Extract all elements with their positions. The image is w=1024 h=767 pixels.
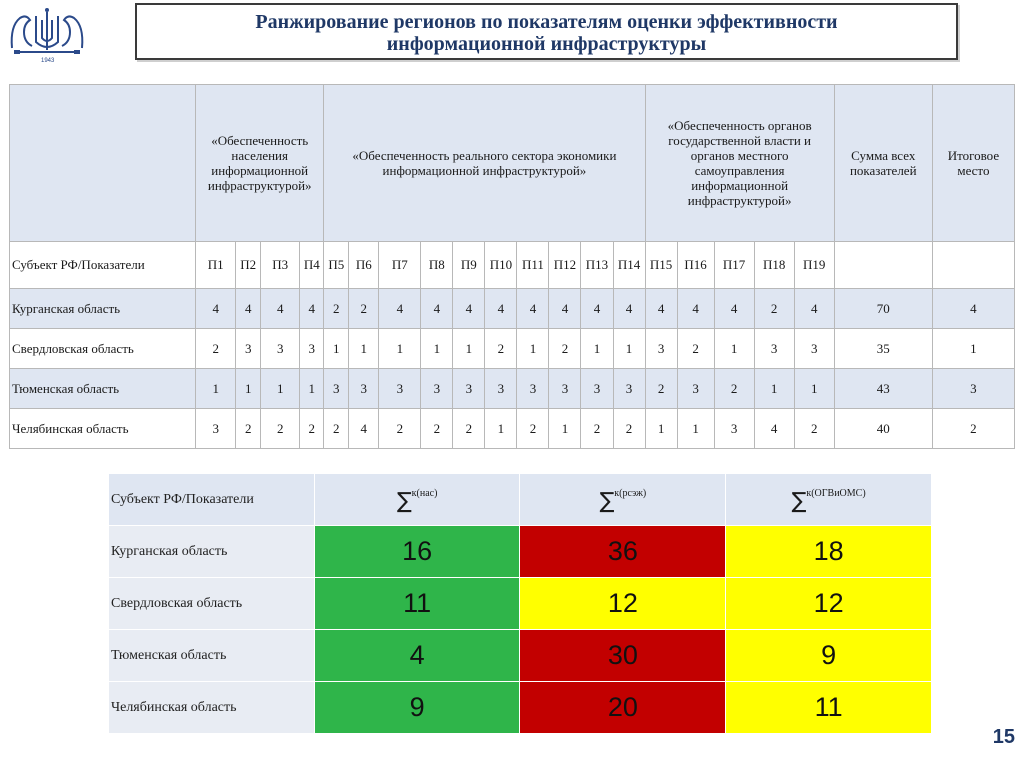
place-value: 4 bbox=[932, 289, 1014, 329]
indicator-value: 3 bbox=[485, 369, 517, 409]
slide-title bbox=[135, 3, 958, 60]
indicator-header: П8 bbox=[421, 242, 453, 289]
group-header-population: «Обеспеченность населения информационной инфраструктурой» bbox=[196, 85, 324, 242]
summary-value: 20 bbox=[520, 682, 726, 734]
indicator-value: 1 bbox=[794, 369, 834, 409]
indicator-value: 2 bbox=[754, 289, 794, 329]
indicator-value: 4 bbox=[421, 289, 453, 329]
indicator-value: 3 bbox=[794, 329, 834, 369]
summary-region-name: Свердловская область bbox=[109, 578, 315, 630]
sigma-symbol: ∑ bbox=[791, 489, 807, 514]
indicator-value: 3 bbox=[196, 409, 236, 449]
indicator-value: 4 bbox=[349, 409, 379, 449]
indicator-value: 1 bbox=[645, 409, 677, 449]
place-value: 2 bbox=[932, 409, 1014, 449]
indicator-value: 2 bbox=[485, 329, 517, 369]
indicator-value: 2 bbox=[714, 369, 754, 409]
summary-region-name: Челябинская область bbox=[109, 682, 315, 734]
indicator-value: 2 bbox=[517, 409, 549, 449]
indicator-value: 4 bbox=[581, 289, 613, 329]
sigma-symbol: ∑ bbox=[599, 489, 615, 514]
subscript-ogviom: к(ОГВиОМС) bbox=[806, 488, 866, 499]
summary-row bbox=[109, 682, 932, 734]
header-sum: Сумма всех показателей bbox=[834, 85, 932, 242]
indicator-header: П14 bbox=[613, 242, 645, 289]
indicator-value: 4 bbox=[236, 289, 261, 329]
summary-subject-label: Субъект РФ/Показатели bbox=[109, 474, 315, 526]
indicator-value: 4 bbox=[613, 289, 645, 329]
empty-sum-cell bbox=[834, 242, 932, 289]
indicator-header: П15 bbox=[645, 242, 677, 289]
indicator-value: 2 bbox=[379, 409, 421, 449]
indicator-value: 1 bbox=[754, 369, 794, 409]
indicator-header: П16 bbox=[677, 242, 714, 289]
indicator-value: 1 bbox=[581, 329, 613, 369]
indicator-value: 3 bbox=[613, 369, 645, 409]
summary-region-name: Тюменская область bbox=[109, 630, 315, 682]
table-row bbox=[10, 289, 1015, 329]
indicator-value: 4 bbox=[379, 289, 421, 329]
summary-header-population bbox=[314, 474, 520, 526]
indicator-value: 1 bbox=[324, 329, 349, 369]
indicator-value: 4 bbox=[485, 289, 517, 329]
subscript-rsezh: к(рсэж) bbox=[614, 488, 647, 499]
group-header-government: «Обеспеченность органов государственной власти и органов местного самоуправления информационной инфраструктурой» bbox=[645, 85, 834, 242]
indicator-value: 1 bbox=[549, 409, 581, 449]
indicator-value: 3 bbox=[300, 329, 324, 369]
indicator-value: 2 bbox=[421, 409, 453, 449]
summary-region-name: Курганская область bbox=[109, 526, 315, 578]
page-number: 15 bbox=[992, 726, 1015, 748]
indicators-table bbox=[9, 84, 1015, 449]
indicator-header: П4 bbox=[300, 242, 324, 289]
indicator-value: 3 bbox=[421, 369, 453, 409]
indicator-value: 4 bbox=[196, 289, 236, 329]
indicator-value: 3 bbox=[677, 369, 714, 409]
summary-value: 9 bbox=[314, 682, 520, 734]
indicator-header: П13 bbox=[581, 242, 613, 289]
indicator-value: 2 bbox=[645, 369, 677, 409]
sum-value: 70 bbox=[834, 289, 932, 329]
indicator-value: 3 bbox=[379, 369, 421, 409]
indicator-value: 2 bbox=[196, 329, 236, 369]
indicator-value: 4 bbox=[517, 289, 549, 329]
indicator-value: 4 bbox=[677, 289, 714, 329]
empty-place-cell bbox=[932, 242, 1014, 289]
region-name: Курганская область bbox=[10, 289, 196, 329]
indicator-header: П6 bbox=[349, 242, 379, 289]
indicator-value: 3 bbox=[453, 369, 485, 409]
summary-header-government bbox=[726, 474, 932, 526]
indicator-value: 1 bbox=[300, 369, 324, 409]
region-name: Челябинская область bbox=[10, 409, 196, 449]
summary-value: 12 bbox=[520, 578, 726, 630]
indicator-value: 4 bbox=[549, 289, 581, 329]
indicator-value: 1 bbox=[236, 369, 261, 409]
indicator-header: П19 bbox=[794, 242, 834, 289]
indicator-value: 2 bbox=[549, 329, 581, 369]
indicator-value: 1 bbox=[613, 329, 645, 369]
indicator-value: 2 bbox=[613, 409, 645, 449]
subscript-nas: к(нас) bbox=[411, 488, 438, 499]
indicator-header: П12 bbox=[549, 242, 581, 289]
summary-header-economy bbox=[520, 474, 726, 526]
indicator-header: П7 bbox=[379, 242, 421, 289]
sum-value: 43 bbox=[834, 369, 932, 409]
corner-cell bbox=[10, 85, 196, 242]
indicator-header: П11 bbox=[517, 242, 549, 289]
indicator-value: 4 bbox=[453, 289, 485, 329]
indicator-value: 4 bbox=[300, 289, 324, 329]
indicator-value: 3 bbox=[581, 369, 613, 409]
indicator-header: П10 bbox=[485, 242, 517, 289]
indicator-value: 2 bbox=[794, 409, 834, 449]
summary-value: 11 bbox=[314, 578, 520, 630]
indicator-header: П2 bbox=[236, 242, 261, 289]
indicator-value: 4 bbox=[645, 289, 677, 329]
indicator-value: 4 bbox=[261, 289, 300, 329]
summary-row bbox=[109, 630, 932, 682]
title-line-1: Ранжирование регионов по показателям оценки эффективности bbox=[255, 11, 838, 33]
indicator-header: П18 bbox=[754, 242, 794, 289]
summary-row bbox=[109, 578, 932, 630]
summary-value: 18 bbox=[726, 526, 932, 578]
region-name: Тюменская область bbox=[10, 369, 196, 409]
indicator-header: П1 bbox=[196, 242, 236, 289]
indicator-value: 1 bbox=[714, 329, 754, 369]
place-value: 1 bbox=[932, 329, 1014, 369]
indicator-value: 1 bbox=[517, 329, 549, 369]
indicator-header: П9 bbox=[453, 242, 485, 289]
header-place: Итоговое место bbox=[932, 85, 1014, 242]
indicator-header: П3 bbox=[261, 242, 300, 289]
indicator-value: 1 bbox=[485, 409, 517, 449]
indicator-value: 4 bbox=[754, 409, 794, 449]
indicator-value: 1 bbox=[379, 329, 421, 369]
table-row bbox=[10, 409, 1015, 449]
indicator-value: 1 bbox=[453, 329, 485, 369]
group-header-economy: «Обеспеченность реального сектора экономики информационной инфраструктурой» bbox=[324, 85, 645, 242]
indicator-header: П17 bbox=[714, 242, 754, 289]
indicator-value: 2 bbox=[324, 289, 349, 329]
indicator-value: 3 bbox=[754, 329, 794, 369]
region-name: Свердловская область bbox=[10, 329, 196, 369]
indicator-value: 3 bbox=[517, 369, 549, 409]
indicator-value: 2 bbox=[349, 289, 379, 329]
sigma-symbol: ∑ bbox=[396, 489, 412, 514]
indicator-value: 2 bbox=[300, 409, 324, 449]
indicator-value: 2 bbox=[677, 329, 714, 369]
summary-value: 16 bbox=[314, 526, 520, 578]
logo-emblem-icon bbox=[6, 6, 88, 58]
indicator-value: 1 bbox=[677, 409, 714, 449]
indicator-value: 3 bbox=[645, 329, 677, 369]
indicator-value: 1 bbox=[196, 369, 236, 409]
summary-value: 12 bbox=[726, 578, 932, 630]
indicator-value: 4 bbox=[714, 289, 754, 329]
title-line-2: информационной инфраструктуры bbox=[386, 33, 707, 55]
indicator-value: 1 bbox=[349, 329, 379, 369]
summary-row bbox=[109, 526, 932, 578]
sum-value: 40 bbox=[834, 409, 932, 449]
indicator-value: 3 bbox=[549, 369, 581, 409]
table-row bbox=[10, 369, 1015, 409]
summary-value: 4 bbox=[314, 630, 520, 682]
indicator-header: П5 bbox=[324, 242, 349, 289]
table-row bbox=[10, 329, 1015, 369]
indicator-value: 3 bbox=[261, 329, 300, 369]
indicator-value: 2 bbox=[324, 409, 349, 449]
subject-label: Субъект РФ/Показатели bbox=[10, 242, 196, 289]
university-logo bbox=[6, 6, 88, 64]
indicator-value: 1 bbox=[261, 369, 300, 409]
indicator-value: 2 bbox=[581, 409, 613, 449]
indicator-value: 3 bbox=[324, 369, 349, 409]
indicator-value: 3 bbox=[714, 409, 754, 449]
indicator-value: 2 bbox=[453, 409, 485, 449]
indicator-value: 1 bbox=[421, 329, 453, 369]
place-value: 3 bbox=[932, 369, 1014, 409]
summary-value: 36 bbox=[520, 526, 726, 578]
summary-value: 11 bbox=[726, 682, 932, 734]
summary-value: 9 bbox=[726, 630, 932, 682]
sum-value: 35 bbox=[834, 329, 932, 369]
logo-year: 1943 bbox=[41, 58, 55, 64]
summary-value: 30 bbox=[520, 630, 726, 682]
indicator-value: 4 bbox=[794, 289, 834, 329]
indicator-value: 2 bbox=[261, 409, 300, 449]
summary-table bbox=[108, 473, 932, 734]
indicator-value: 2 bbox=[236, 409, 261, 449]
indicator-value: 3 bbox=[236, 329, 261, 369]
indicator-value: 3 bbox=[349, 369, 379, 409]
